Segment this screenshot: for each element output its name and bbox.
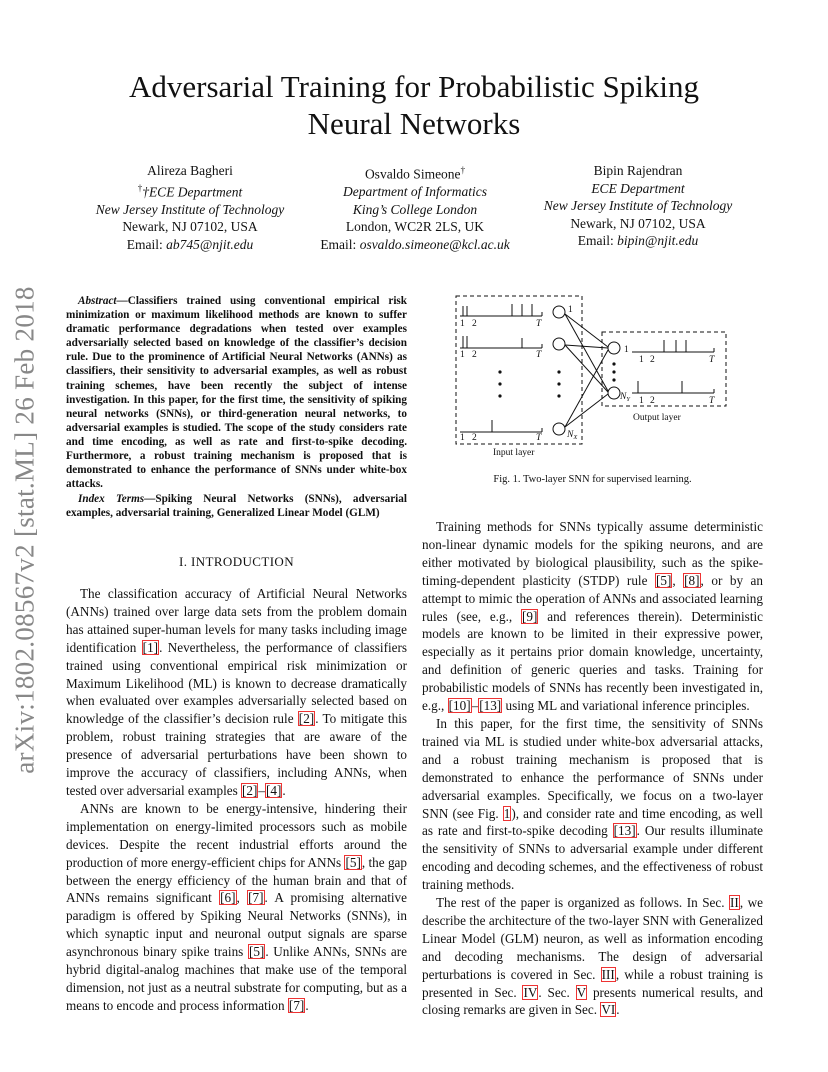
tick-label-t: T [536,350,542,360]
author-footnote-mark: † [460,165,466,175]
tick-label-t: T [536,433,542,443]
author-email[interactable]: bipin@njit.edu [617,233,699,248]
output-spike-train-ny [632,381,714,393]
paragraph-text: , while a robust training is presented in Sec. [422,966,763,1000]
paragraph-text: , or by an attempt to mimic the operation of ANNs and associated learning rules (see, e.g., [422,572,763,624]
citation-link[interactable]: VI [601,1002,616,1018]
citation-link[interactable]: [13] [479,698,502,714]
figure-1-snn-diagram [450,292,740,462]
body-paragraph [66,800,407,1015]
paragraph-text: . Our results illuminate the sensitivity of SNNs to adversarial example under different encoding and decoding schemes, and the effectiveness of robust training methods. [422,823,763,893]
email-label: Email: [577,233,618,248]
out-tick-label-t: T [709,396,715,406]
author-email[interactable]: ab745@njit.edu [166,236,254,252]
author-name-text: Osvaldo Simeone [364,166,461,182]
nx-subscript: X [573,434,578,441]
body-paragraph [422,518,763,715]
paragraph-text: The classification accuracy of Artificial Neural Networks (ANNs) trained over large data sets from the problem domain has attained super-human levels for many tasks including image identification [66,586,407,655]
citation-link[interactable]: III [601,966,615,982]
author-block-1 [90,162,290,253]
arxiv-sidebar [5,286,45,790]
citation-link[interactable]: [5] [345,854,361,870]
tick-label-2: 2 [472,319,477,329]
author-name: Alireza Bagheri [147,163,233,178]
citation-link[interactable]: [13] [613,823,636,839]
paragraph-text: . [616,1002,620,1018]
citation-link[interactable]: IV [523,984,538,1000]
input-neuron-nx-label [566,430,578,441]
paragraph-text: , [672,572,684,588]
abstract [66,294,407,521]
paragraph-text: Training methods for SNNs typically assume deterministic non-linear dynamic models for the spiking neurons, and are either motivated by biological plausibility, such as the spike-timing-dependent plasticity (STDP) rule [422,519,763,588]
index-terms-text: —Spiking Neural Networks (SNNs), adversarial examples, adversarial training, Generalized Linear Model (GLM) [66,493,407,520]
paragraph-text: In this paper, for the first time, the sensitivity of SNNs trained via ML is studied under white-box adversarial attacks, and a robust training mechanism is proposed that is demonstrated to enhance the performance of SNNs under adversarial examples. Specifically, we focus on a two-layer SNN (see Fig. [422,715,763,821]
author-address: Newark, NJ 07102, USA [570,215,706,231]
author-address: London, WC2R 2LS, UK [345,219,485,234]
output-neuron-1 [608,342,620,354]
title-line-2: Neural Networks [307,106,521,141]
tick-label-t: T [536,319,542,329]
output-neuron-ny [608,387,620,399]
paragraph-text: . Unlike ANNs, SNNs are hybrid digital-analog machines that make use of the temporal dimension, not just as a neutral substrate for computing, but as a means to encode and process information [66,944,407,1013]
author-email-line [305,236,525,254]
ny-subscript: Y [626,396,630,403]
paragraph-text: . [282,782,286,798]
right-column-body [422,518,763,1019]
ny-symbol: N [620,392,627,402]
author-address: Newark, NJ 07102, USA [122,219,258,234]
abstract-label: Abstract [78,295,117,307]
input-neuron-nx [553,423,565,435]
author-dept: ECE Department [591,180,685,196]
author-email-line [90,236,290,254]
input-spike-train-2 [460,336,542,348]
left-column-body [66,585,407,1015]
author-dept-text: †ECE Department [142,184,243,199]
paragraph-text: ), and consider rate and time encoding, as well as rate and first-to-spike decoding [422,805,763,839]
nx-symbol: N [567,430,574,440]
body-paragraph [66,585,407,800]
paragraph-text: . A promising alternative paradigm is offered by Spiking Neural Networks (SNNs), in which synaptic input and neuronal output signals are sparse asynchronous binary spike trains [66,890,407,960]
email-label: Email: [126,236,167,252]
paragraph-text: – [258,782,266,798]
output-neuron-ny-label [619,392,631,403]
input-neuron-2 [553,338,565,350]
author-dept: ††ECE Department [137,182,243,199]
paragraph-text: and references therein). Deterministic models are known to be limited in their expressive power, especially as it pertains prior domain knowledge, uncertainty, and definition of generic queries and tasks. Training for probabilistic models of SNNs has recently been investigated in, e.g., [422,608,763,714]
arxiv-identifier: arXiv:1802.08567v2 [stat.ML] 26 Feb 2018 [9,286,40,774]
tick-label-1: 1 [460,350,465,360]
input-spike-train-1 [460,304,542,316]
paragraph-text: , we describe the architecture of the two-layer SNN with Generalized Linear Model (GLM) neuron, as well as information encoding and decoding mechanisms. The design of adversarial perturbations is covered in Sec. [422,895,763,982]
input-spike-train-nx [460,420,542,432]
author-dept: Department of Informatics [343,184,487,199]
out-tick-label-2: 2 [650,396,655,406]
tick-label-2: 2 [472,350,477,360]
tick-label-2: 2 [472,433,477,443]
abstract-paragraph [66,294,407,491]
citation-link[interactable]: [7] [288,997,305,1013]
citation-link[interactable]: [4] [266,782,282,798]
author-name [305,162,525,183]
snn-diagram-svg [450,292,740,462]
author-block-3 [538,162,738,250]
author-block-2 [305,162,525,253]
index-terms-label: Index Terms [78,493,145,506]
paragraph-text: , the gap between the energy efficiency of the human brain and that of ANNs remains significant [66,854,407,906]
author-email[interactable]: osvaldo.simeone@kcl.ac.uk [359,236,510,252]
author-name: Bipin Rajendran [593,163,683,178]
output-neuron-1-label: 1 [624,345,629,355]
out-tick-label-1: 1 [639,355,644,365]
paragraph-text: ANNs are known to be energy-intensive, hindering their implementation on energy-limited processors such as mobile devices. Despite the recent industrial efforts around the production of more energy-efficient chips for ANNs [66,800,407,870]
index-terms [66,492,407,520]
citation-link[interactable]: V [576,984,587,1000]
output-layer-label: Output layer [633,413,681,423]
out-tick-label-1: 1 [639,396,644,406]
author-institution: New Jersey Institute of Technology [543,198,733,213]
paragraph-text: using ML and variational inference principles. [502,698,750,714]
figure-1-caption: Fig. 1. Two-layer SNN for supervised learning. [493,474,692,485]
input-neuron-1 [553,306,565,318]
paragraph-text: The rest of the paper is organized as follows. In Sec. [436,895,730,911]
out-tick-label-t: T [709,355,715,365]
paragraph-text: . Sec. [538,984,576,1000]
citation-link[interactable]: [2] [298,711,315,727]
body-paragraph [422,715,763,894]
paragraph-text: presents numerical results, and closing remarks are given in Sec. [422,984,764,1018]
paragraph-text: . [305,997,309,1013]
citation-link[interactable]: [2] [242,782,258,798]
author-email-line [538,232,738,250]
citation-link[interactable]: [5] [655,572,672,588]
author-institution: King’s College London [352,201,478,217]
body-paragraph [422,894,763,1019]
out-tick-label-2: 2 [650,355,655,365]
paragraph-text: . Nevertheless, the performance of classifiers trained using conventional empirical risk minimization or Maximum Likelihood (ML) is known to decrease dramatically when evaluated over examples adversarially selected based on knowledge of the classifier’s decision rule [66,639,408,727]
paragraph-text: – [471,698,479,714]
citation-link[interactable]: 1 [503,805,511,821]
citation-link[interactable]: [8] [684,572,700,588]
author-institution: New Jersey Institute of Technology [95,201,285,217]
output-spike-train-1 [632,340,714,352]
section-heading-introduction: I. INTRODUCTION [178,554,295,569]
citation-link[interactable]: [7] [248,890,264,906]
paragraph-text: . To mitigate this problem, robust training strategies that are aware of the presence of adversarial perturbations have been shown to improve the accuracy of classifiers, including ANNs, when tested over adversarial examples [66,711,407,798]
input-neuron-1-label: 1 [568,305,573,315]
paper-title [60,68,768,142]
input-layer-label: Input layer [493,448,535,458]
citation-link[interactable]: [6] [220,890,236,906]
citation-link[interactable]: II [730,895,739,911]
email-label: Email: [320,236,360,252]
citation-link[interactable]: [9] [522,608,538,624]
citation-link[interactable]: [1] [142,639,159,655]
abstract-text: —Classifiers trained using conventional empirical risk minimization or maximum likelihood methods are known to suffer dramatic performance degradations when tested over examples adversarially selected based on knowledge of the classifier’s decision rule. Due to the prominence of Artificial Neural Networks (ANNs) as classifiers, their sensitivity to adversarial examples, as well as robust training schemes, have been recently the subject of intense investigation. In this paper, for the first time, the sensitivity of spiking neural networks (SNNs), or third-generation neural networks, to adversarial examples is studied. The scope of the study considers rate and time encoding, as well as rate and first-to-spike decoding. Furthermore, a robust training mechanism is proposed that is demonstrated to enhance the performance of SNNs under white-box attacks. [66,295,407,491]
title-line-1: Adversarial Training for Probabilistic Spiking [128,69,700,104]
citation-link[interactable]: [5] [248,944,265,960]
citation-link[interactable]: [10] [448,698,471,714]
paragraph-text: , [236,890,248,906]
tick-label-1: 1 [460,433,465,443]
tick-label-1: 1 [460,319,465,329]
